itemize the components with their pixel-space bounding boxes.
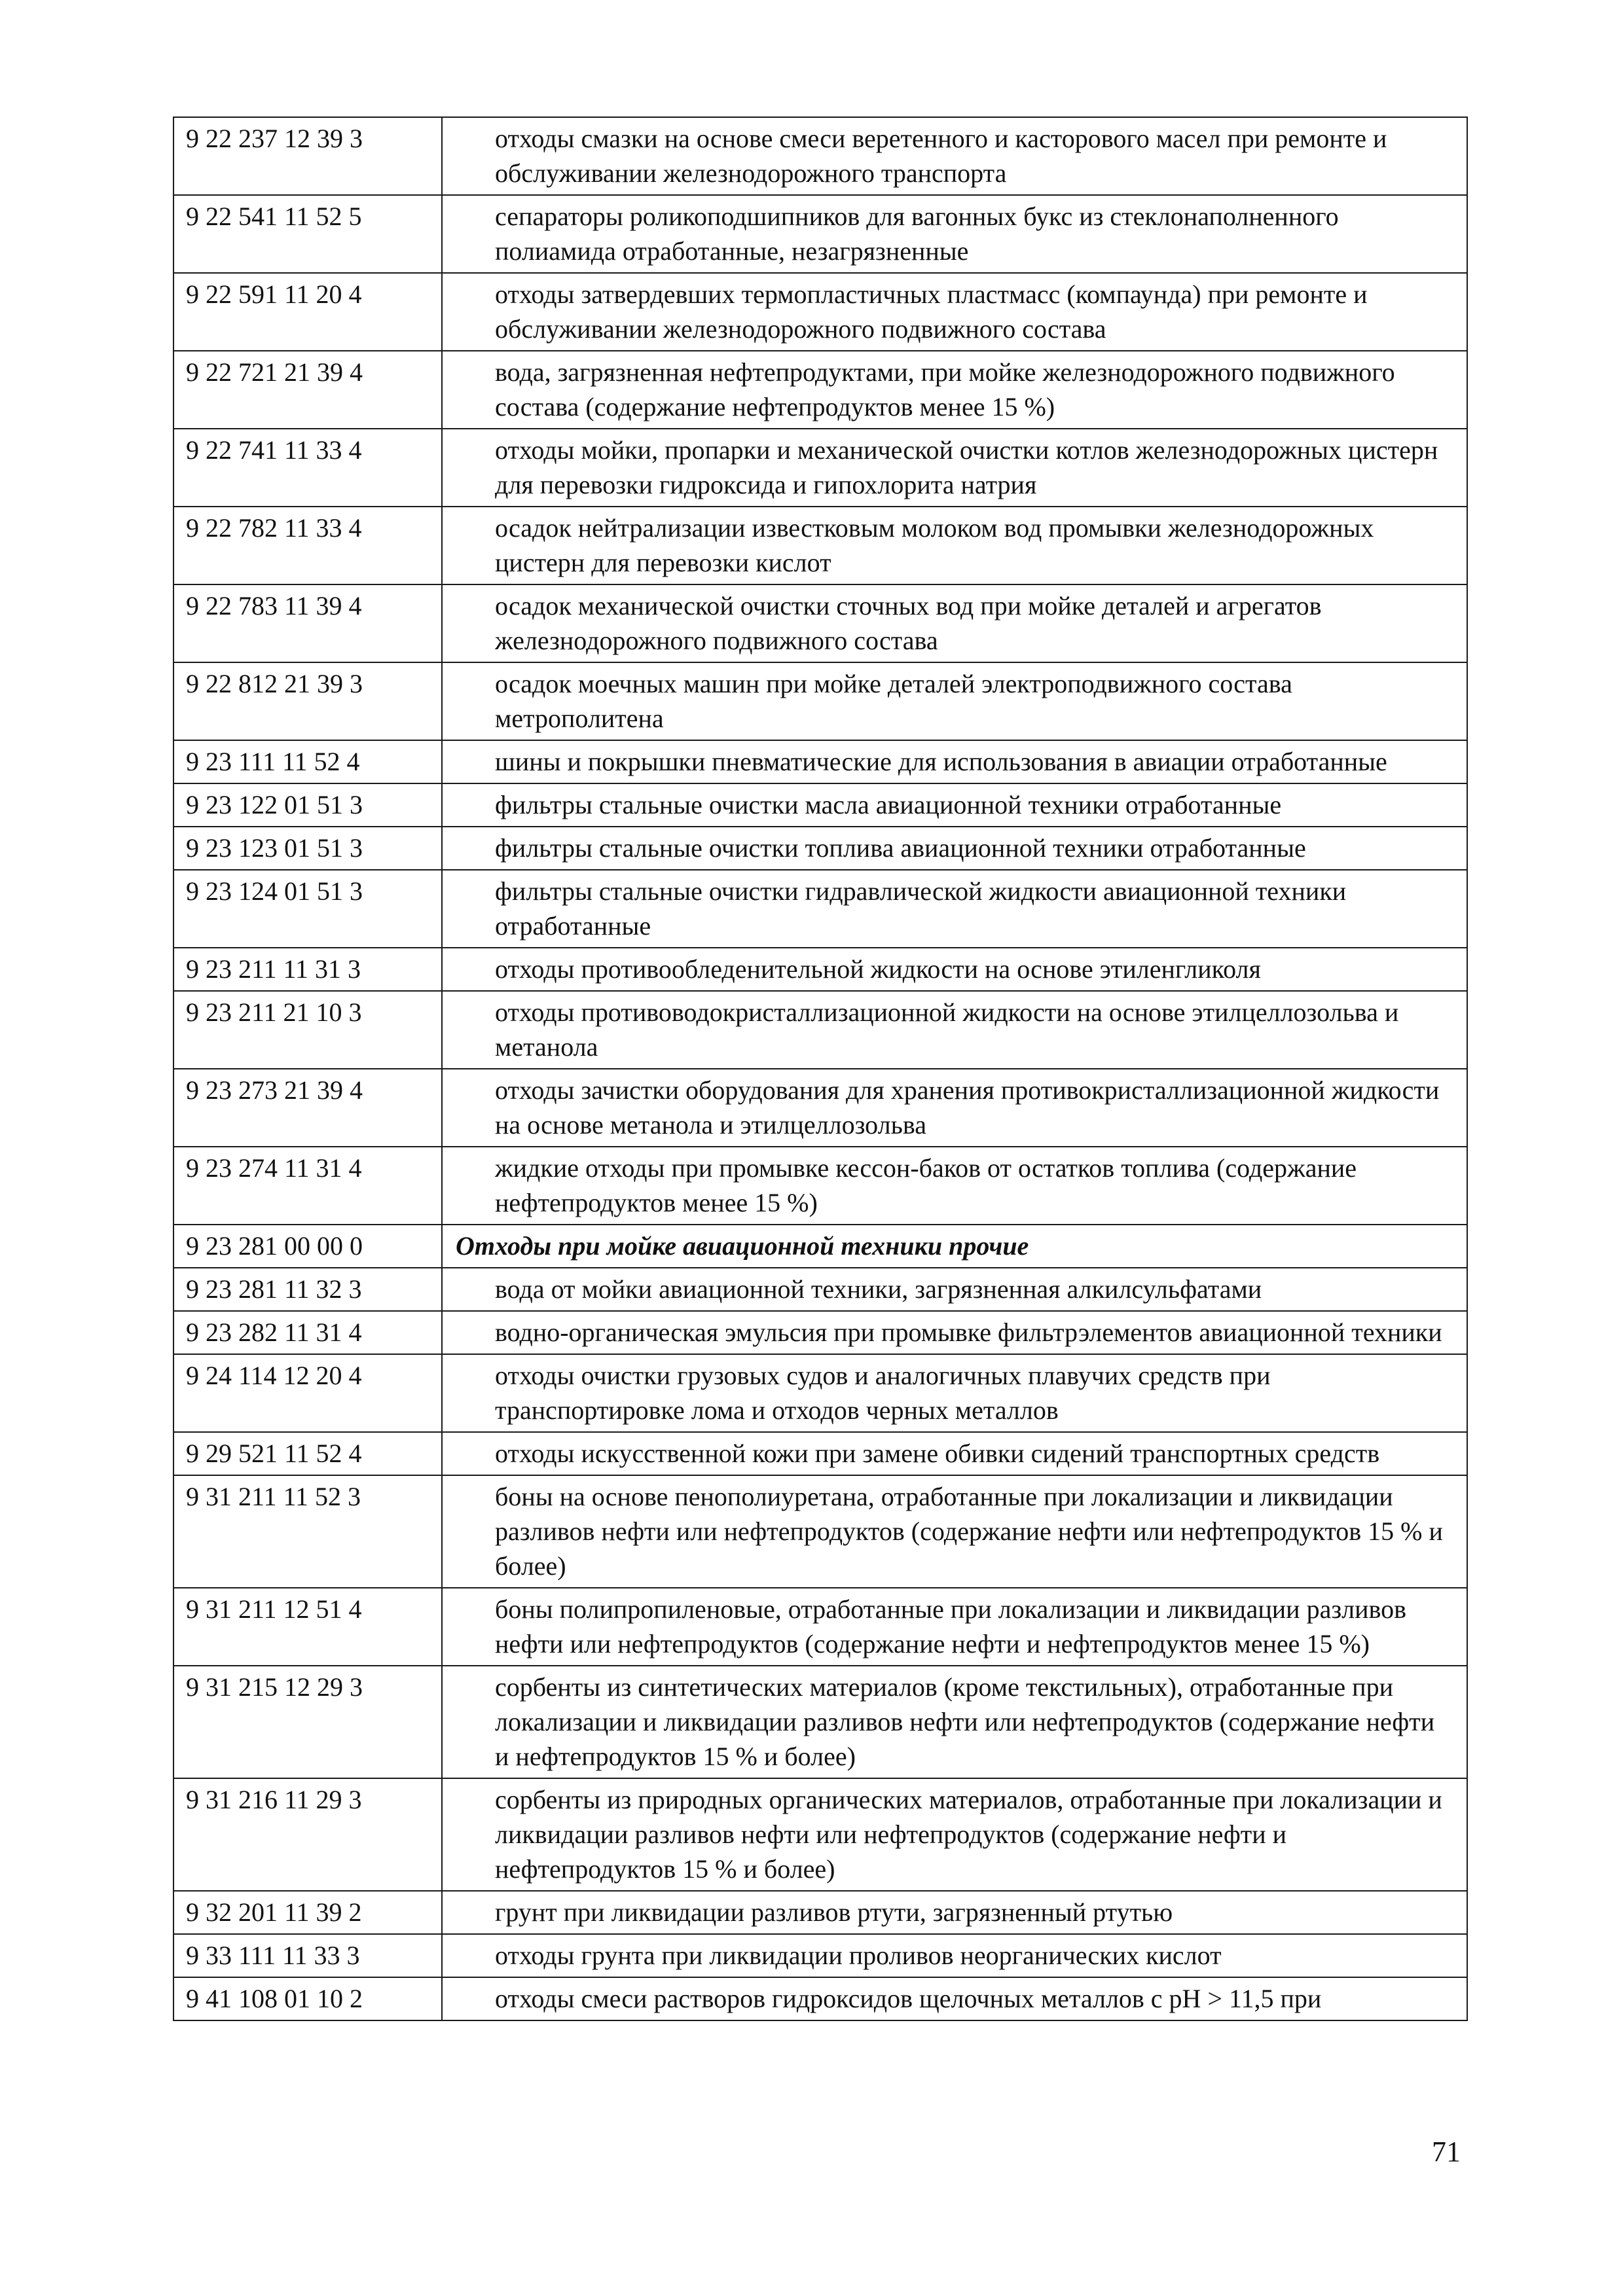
waste-description-cell: сепараторы роликоподшипников для вагонных букс из стеклонаполненного полиамида отработанные, незагрязненные	[442, 195, 1467, 273]
waste-code-cell: 9 31 211 12 51 4	[173, 1588, 442, 1666]
waste-description-cell: отходы затвердевших термопластичных пластмасс (компаунда) при ремонте и обслуживании железнодорожного подвижного состава	[442, 273, 1467, 351]
waste-description-cell: отходы смеси растворов гидроксидов щелочных металлов с pH > 11,5 при	[442, 1977, 1467, 2020]
waste-description-cell: отходы противоводокристаллизационной жидкости на основе этилцеллозольва и метанола	[442, 991, 1467, 1069]
waste-description-cell: отходы смазки на основе смеси веретенного и касторового масел при ремонте и обслуживании железнодорожного транспорта	[442, 117, 1467, 195]
waste-code-cell: 9 31 215 12 29 3	[173, 1666, 442, 1778]
waste-code-cell: 9 33 111 11 33 3	[173, 1934, 442, 1977]
waste-code-cell: 9 23 282 11 31 4	[173, 1311, 442, 1354]
waste-code-cell: 9 31 211 11 52 3	[173, 1475, 442, 1588]
waste-code-cell: 9 23 123 01 51 3	[173, 827, 442, 870]
waste-code-cell: 9 31 216 11 29 3	[173, 1778, 442, 1891]
waste-code-cell: 9 22 541 11 52 5	[173, 195, 442, 273]
waste-code-cell: 9 23 274 11 31 4	[173, 1147, 442, 1225]
waste-code-cell: 9 22 591 11 20 4	[173, 273, 442, 351]
waste-description-cell: отходы противообледенительной жидкости на основе этиленгликоля	[442, 948, 1467, 991]
waste-description-cell: отходы грунта при ликвидации проливов неорганических кислот	[442, 1934, 1467, 1977]
waste-code-cell: 9 22 782 11 33 4	[173, 507, 442, 584]
waste-description-cell: сорбенты из природных органических материалов, отработанные при локализации и ликвидации разливов нефти или нефтепродуктов (содержание нефти и нефтепродуктов 15 % и более)	[442, 1778, 1467, 1891]
table-row	[173, 948, 1467, 991]
table-row	[173, 584, 1467, 662]
waste-code-cell: 9 22 812 21 39 3	[173, 662, 442, 740]
table-row	[173, 662, 1467, 740]
waste-description-cell: отходы очистки грузовых судов и аналогичных плавучих средств при транспортировке лома и отходов черных металлов	[442, 1354, 1467, 1432]
table-row	[173, 273, 1467, 351]
waste-code-cell: 9 23 281 00 00 0	[173, 1225, 442, 1268]
table-row	[173, 1432, 1467, 1475]
waste-code-cell: 9 23 122 01 51 3	[173, 783, 442, 827]
table-row	[173, 1147, 1467, 1225]
table-row	[173, 1934, 1467, 1977]
waste-code-cell: 9 23 211 21 10 3	[173, 991, 442, 1069]
waste-description-cell: Отходы при мойке авиационной техники прочие	[442, 1225, 1467, 1268]
table-row	[173, 429, 1467, 507]
table-row	[173, 1475, 1467, 1588]
waste-description-cell: вода от мойки авиационной техники, загрязненная алкилсульфатами	[442, 1268, 1467, 1311]
table-row	[173, 827, 1467, 870]
table-row	[173, 1225, 1467, 1268]
waste-code-cell: 9 23 211 11 31 3	[173, 948, 442, 991]
waste-code-cell: 9 32 201 11 39 2	[173, 1891, 442, 1934]
table-row	[173, 195, 1467, 273]
table-row	[173, 117, 1467, 195]
waste-description-cell: фильтры стальные очистки масла авиационной техники отработанные	[442, 783, 1467, 827]
waste-description-cell: боны полипропиленовые, отработанные при локализации и ликвидации разливов нефти или нефтепродуктов (содержание нефти и нефтепродуктов менее 15 %)	[442, 1588, 1467, 1666]
waste-description-cell: осадок нейтрализации известковым молоком вод промывки железнодорожных цистерн для перевозки кислот	[442, 507, 1467, 584]
table-body	[173, 117, 1467, 2020]
table-row	[173, 507, 1467, 584]
waste-code-cell: 9 22 741 11 33 4	[173, 429, 442, 507]
waste-code-cell: 9 23 124 01 51 3	[173, 870, 442, 948]
waste-description-cell: боны на основе пенополиуретана, отработанные при локализации и ликвидации разливов нефти или нефтепродуктов (содержание нефти или нефтепродуктов 15 % и более)	[442, 1475, 1467, 1588]
waste-description-cell: осадок моечных машин при мойке деталей электроподвижного состава метрополитена	[442, 662, 1467, 740]
waste-description-cell: фильтры стальные очистки гидравлической жидкости авиационной техники отработанные	[442, 870, 1467, 948]
waste-description-cell: отходы мойки, пропарки и механической очистки котлов железнодорожных цистерн для перевозки гидроксида и гипохлорита натрия	[442, 429, 1467, 507]
table-row	[173, 740, 1467, 783]
table-row	[173, 1354, 1467, 1432]
table-row	[173, 1311, 1467, 1354]
waste-description-cell: фильтры стальные очистки топлива авиационной техники отработанные	[442, 827, 1467, 870]
table-row	[173, 991, 1467, 1069]
waste-description-cell: сорбенты из синтетических материалов (кроме текстильных), отработанные при локализации и ликвидации разливов нефти или нефтепродуктов (содержание нефти и нефтепродуктов 15 % и более)	[442, 1666, 1467, 1778]
table-row	[173, 870, 1467, 948]
waste-code-cell: 9 23 111 11 52 4	[173, 740, 442, 783]
waste-description-cell: жидкие отходы при промывке кессон-баков от остатков топлива (содержание нефтепродуктов менее 15 %)	[442, 1147, 1467, 1225]
waste-code-cell: 9 23 273 21 39 4	[173, 1069, 442, 1147]
waste-classification-table	[173, 117, 1468, 2021]
table-row	[173, 1069, 1467, 1147]
table-row	[173, 1778, 1467, 1891]
waste-description-cell: шины и покрышки пневматические для использования в авиации отработанные	[442, 740, 1467, 783]
waste-code-cell: 9 29 521 11 52 4	[173, 1432, 442, 1475]
table-row	[173, 1588, 1467, 1666]
waste-description-cell: осадок механической очистки сточных вод при мойке деталей и агрегатов железнодорожного подвижного состава	[442, 584, 1467, 662]
waste-description-cell: отходы зачистки оборудования для хранения противокристаллизационной жидкости на основе метанола и этилцеллозольва	[442, 1069, 1467, 1147]
waste-description-cell: водно-органическая эмульсия при промывке фильтрэлементов авиационной техники	[442, 1311, 1467, 1354]
waste-code-cell: 9 41 108 01 10 2	[173, 1977, 442, 2020]
waste-code-cell: 9 22 237 12 39 3	[173, 117, 442, 195]
page-number: 71	[1432, 2136, 1461, 2168]
table-row	[173, 1891, 1467, 1934]
waste-code-cell: 9 22 721 21 39 4	[173, 351, 442, 429]
waste-description-cell: вода, загрязненная нефтепродуктами, при мойке железнодорожного подвижного состава (содержание нефтепродуктов менее 15 %)	[442, 351, 1467, 429]
waste-code-cell: 9 23 281 11 32 3	[173, 1268, 442, 1311]
table-row	[173, 1268, 1467, 1311]
waste-code-cell: 9 24 114 12 20 4	[173, 1354, 442, 1432]
table-row	[173, 351, 1467, 429]
waste-description-cell: отходы искусственной кожи при замене обивки сидений транспортных средств	[442, 1432, 1467, 1475]
waste-code-cell: 9 22 783 11 39 4	[173, 584, 442, 662]
table-row	[173, 1666, 1467, 1778]
table-row	[173, 1977, 1467, 2020]
waste-description-cell: грунт при ликвидации разливов ртути, загрязненный ртутью	[442, 1891, 1467, 1934]
table-row	[173, 783, 1467, 827]
